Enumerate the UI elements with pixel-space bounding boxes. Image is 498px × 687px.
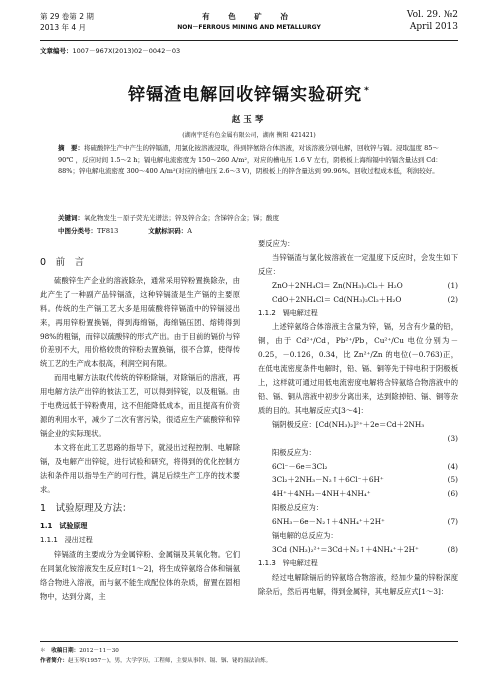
clc-value: TF813	[97, 227, 119, 235]
footnote	[40, 641, 458, 666]
equation-1-body: ZnO＋2NH₄Cl＝ Zn(NH₃)₂Cl₂＋ H₂O	[272, 280, 403, 290]
article-number	[40, 46, 180, 55]
received-value: 2012－11－30	[79, 648, 119, 654]
anode-label: 阳极反应为：	[272, 447, 316, 457]
equation-8-number: (8)	[447, 544, 458, 554]
intro-paragraph-1: 硫酸锌生产企业的溶液除杂，通常采用锌粉置换除杂，由此产生了一种副产品锌镉渣，这种锌镉渣是生产镉的主要原料。传统的生产镉工艺大多是用硫酸将锌镉渣中的锌镉浸出来，再用锌粉置换镉，得到海绵镉，海绵镉压团、熔铸得到 98%的粗镉，而锌以硫酸锌的形式产出。由于目前的镉价与锌价差别不大，用价格较贵的锌粉去置换镉，很不合算，使得传统工艺的生产成本很高，利润空间有限。	[40, 275, 240, 369]
left-column	[40, 250, 240, 604]
classification	[58, 226, 192, 235]
equation-5-body: 3Cl₂＋2NH₃－N₂↑＋6Cl⁻＋6H⁺	[272, 475, 384, 485]
equation-1-number: (1)	[447, 280, 458, 290]
journal-name-en: NON－FERROUS MINING AND METALLURGY	[177, 24, 321, 31]
section-1-heading	[40, 502, 240, 516]
section-0-title: 前 言	[55, 257, 85, 268]
journal-header	[40, 8, 458, 41]
zinc-electrolysis-paragraph: 经过电解除镉后的锌氨络合物溶液，经加少量的锌粉深度除杂后，然后再电解，得到金属锌，其电解反应式[1～3]：	[258, 572, 458, 596]
date-en: April 2013	[409, 22, 458, 32]
equation-5-number: (5)	[447, 475, 458, 485]
keywords-label: 关键词：	[58, 214, 84, 222]
author-name: 赵玉琴	[231, 115, 267, 125]
author-bio-value: 赵玉琴(1957－)，男，大学学历，工程师，主要从事锌、镉、铟、铋的湿法冶炼。	[67, 658, 272, 664]
paper-title-text: 锌镉渣电解回收锌镉实验研究	[128, 85, 363, 105]
section-1-title: 试验原理及方法：	[55, 503, 132, 515]
section-1-number: 1	[40, 503, 47, 515]
equation-3-body: [Cd(NH₃)₂]²⁺＋2e＝Cd＋2NH₃	[315, 419, 425, 429]
equation-4-body: 6Cl⁻－6e＝3Cl₂	[272, 461, 328, 471]
continuation-text: 要反应为：	[258, 239, 295, 248]
keywords	[58, 213, 444, 223]
equation-6	[258, 487, 458, 501]
section-0-heading	[40, 256, 240, 270]
abstract-text: 将硫酸锌生产中产生的锌镉渣，用氯化铵溶液浸取，得到锌氨络合体溶液，对该溶液分别电解，回收锌与镉。浸取温度 85～ 90℃ ，反应时间 1.5～2 h；镉电解电流密度为 150～260 A/m²，对应的槽电压 1.6 V 左右，阴极板上海绵镉中的镉含量达到 Cd：88%；锌电解电流密度 300～400 A/m²(对应的槽电压 2.6～3 V)，阴极板上的锌含量达到 99.96%。回收过程成本低，利润较好。	[58, 144, 442, 176]
intro-paragraph-2: 而用电解方法取代传统的锌粉除镉，对除镉后的溶液，再用电解方法产出锌的彼法工艺，可以得到锌锭，以及粗镉。由于电费远低于锌粉费用，这不但能降低成本，而且提高有价资源的利用水平，减少了二次有害污染，很适应生产硫酸锌和锌镉企业的实际现状。	[40, 373, 240, 438]
equation-1	[258, 279, 458, 293]
leaching-paragraph: 锌镉渣的主要成分为金属锌粉、金属镉及其氧化物。它们在同氯化铵溶液发生反应时[1～2]，将生成锌氨络合体和镉氨络合物进入溶液，而与氨不能生成配位体的杂质，留置在固相物中，达到分离，主	[40, 550, 240, 601]
section-0-number: 0	[40, 257, 47, 268]
subsection-1-1-3: 1.1.3 锌电解过程	[258, 558, 318, 567]
equation-6-body: 4H⁺＋4NH₃－4NH＋4NH₄⁺	[272, 489, 371, 499]
equation-4-number: (4)	[447, 461, 458, 471]
article-number-label: 文章编号：	[40, 47, 73, 55]
equation-7-body: 6NH₃－6e－N₂↑＋4NH₄⁺＋2H⁺	[272, 517, 385, 527]
right-column	[258, 237, 458, 599]
clc-label: 中图分类号：	[58, 227, 97, 235]
doc-code-label: 文献标识码：	[148, 227, 188, 235]
header-center	[40, 11, 458, 33]
article-number-value: 1007－967X(2013)02－0042－03	[72, 47, 181, 55]
intro-paragraph-3: 本文将在此工艺思路的指导下，就浸出过程控制、电解除镉，及电解产出锌锭，进行试验和研究，将得到的优化控制方法和条件用以指导生产的可行性，满足后续生产工序的技术要求。	[40, 442, 240, 494]
doc-code-value: A	[187, 227, 192, 235]
equation-2-body: CdO＋2NH₄Cl＝ Cd(NH₃)₂Cl₂＋H₂O	[272, 294, 402, 304]
equation-6-number: (6)	[447, 489, 458, 499]
equation-8	[258, 543, 458, 557]
anode-total-label: 阳极总反应为：	[272, 503, 324, 513]
received-date: ＊ 收稿日期：2012－11－30	[40, 648, 119, 654]
subsection-1-1: 1.1 试验原理	[40, 522, 88, 531]
abstract	[58, 143, 444, 178]
subsection-1-1-1: 1.1.1 浸出过程	[40, 536, 93, 545]
paper-title	[0, 80, 498, 105]
equation-2	[258, 293, 458, 307]
equation-7	[258, 515, 458, 529]
reaction-intro: 当锌镉渣与氯化铵溶液在一定温度下反应时，会发生如下反应：	[258, 252, 458, 276]
cathode-label: 镉阴极反应：	[272, 419, 316, 429]
journal-name-cn: 有 色 矿 冶	[202, 12, 296, 21]
header-right	[407, 9, 458, 33]
date-cn: 2013 年 4 月	[40, 23, 87, 32]
equation-5	[258, 473, 458, 487]
equation-7-number: (7)	[447, 517, 458, 527]
subsection-1-1-2: 1.1.2 镉电解过程	[258, 308, 318, 317]
cadmium-electrolysis-paragraph: 上述锌氨络合体溶液主含量为锌，镉，另含有少量的铅，铜，由于 Cd²⁺/Cd，Pb²⁺/Pb，Cu²⁺/Cu 电位分别为－0.25，－0.126，0.34，比 Zn²⁺/Zn 的电位(－0.763)正，在低电流密度条件电解时，铅、镉、铜等先于锌电积于阴极板上，这样就可通过用低电流密度电解将含锌氨络合物溶液中的铅、镉、铜从溶液中初步分离出来，达到除掉铅、镉、铜等杂质的目的。其电解反应式[3～4]：	[258, 322, 458, 415]
affiliation: (湖南宇廷有色金属有限公司，湖南 衡阳 421421)	[182, 132, 316, 139]
author-bio-label: 作者简介：	[40, 658, 68, 664]
equation-4	[258, 460, 458, 474]
volume-en: Vol. 29. №2	[406, 10, 458, 20]
equation-3-number: (3)	[447, 433, 458, 443]
abstract-label: 摘 要：	[58, 144, 84, 152]
equation-3	[258, 418, 458, 432]
issue-cn: 第 29 卷第 2 期	[40, 12, 94, 21]
received-label: 收稿日期：	[51, 648, 80, 654]
author-bio	[40, 656, 458, 666]
cell-total-label: 镉电解的总反应为：	[272, 531, 338, 541]
equation-2-number: (2)	[447, 294, 458, 304]
equation-8-body: 3Cd (NH₃)₂²⁺＝3Cd＋N₂↑＋4NH₄⁺＋2H⁺	[272, 544, 419, 554]
keywords-text: 氧化物发生－原子荧光光谱法；锌及锌合金；含锑锌合金；锑；酸度	[84, 214, 279, 222]
title-footnote-mark: *	[364, 86, 370, 97]
